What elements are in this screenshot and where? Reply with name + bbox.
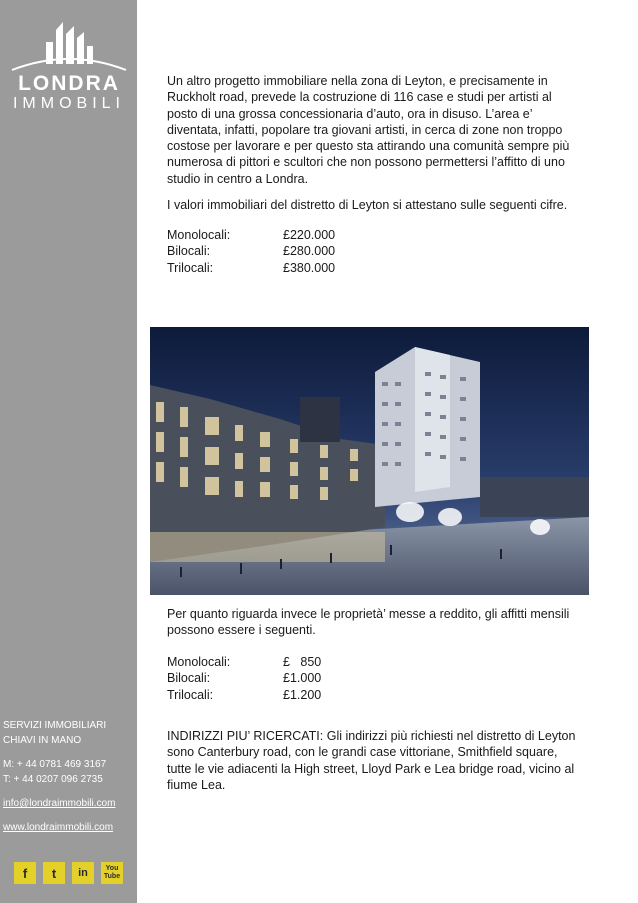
intro-line: costose per lavorare e per questo sta attirando una comunità sempre più <box>167 139 570 154</box>
intro-line: Ruckholt road, prevede la costruzione di 116 case e studi per artisti al <box>167 90 552 105</box>
youtube-icon[interactable]: You Tube <box>101 862 123 884</box>
price-type: Bilocali: <box>167 671 211 686</box>
addresses-line: fiume Lea. <box>167 777 226 792</box>
brand-line1: LONDRA <box>18 72 120 95</box>
addresses-line: tutte le vie adiacenti la High street, Lloyd Park e Lea bridge road, vicino al <box>167 761 575 776</box>
rent-prices-table <box>167 654 597 703</box>
rent-intro-line: possono essere i seguenti. <box>167 623 316 638</box>
addresses-line: INDIRIZZI PIU’ RICERCATI: Gli indirizzi più richiesti nel distretto di Leyton <box>167 729 576 743</box>
price-type: Bilocali: <box>167 244 211 259</box>
values-intro: I valori immobiliari del distretto di Leyton si attestano sulle seguenti cifre. <box>167 198 568 212</box>
price-row <box>167 243 597 259</box>
price-value: £220.000 <box>283 228 336 242</box>
addresses-paragraph <box>167 728 597 793</box>
sidebar <box>0 0 137 903</box>
tagline-2: CHIAVI IN MANO <box>3 735 82 746</box>
price-type: Trilocali: <box>167 260 214 275</box>
intro-paragraph <box>167 73 597 187</box>
price-value: £380.000 <box>283 260 336 275</box>
linkedin-icon[interactable]: in <box>72 862 94 884</box>
price-row <box>167 260 597 276</box>
addresses-line: sono Canterbury road, con le grandi case vittoriane, Smithfield square, <box>167 745 558 760</box>
skyline-logo-icon <box>8 20 130 80</box>
intro-line: diventata, infatti, popolare tra giovani artisti, in cerca di zone non troppo <box>167 122 563 137</box>
brand-logo <box>8 20 130 120</box>
email-link[interactable]: info@londraimmobili.com <box>3 798 116 809</box>
brand-line2: IMMOBILI <box>12 95 125 112</box>
building-photo <box>150 327 589 595</box>
intro-line: numerosa di pittori e scultori che non possono permettersi l’affitto di uno <box>167 155 565 170</box>
phone-tel: T: + 44 0207 096 2735 <box>3 774 103 785</box>
website-link[interactable]: www.londraimmobili.com <box>3 822 114 833</box>
price-row <box>167 687 597 703</box>
price-value: £ 850 <box>283 655 322 669</box>
intro-line: studio in centro a Londra. <box>167 171 309 186</box>
sale-prices-table <box>167 227 597 276</box>
price-value: £1.200 <box>283 687 322 702</box>
tagline-1: SERVIZI IMMOBILIARI <box>3 720 107 731</box>
rent-intro <box>167 606 597 639</box>
price-value: £1.000 <box>283 671 322 686</box>
intro-line: posto di una grossa concessionaria d’auto, ora in disuso. L’area e’ <box>167 106 533 121</box>
phone-mobile: M: + 44 0781 469 3167 <box>3 759 107 770</box>
price-type: Monolocali: <box>167 228 231 242</box>
price-row <box>167 654 597 670</box>
price-row <box>167 670 597 686</box>
rent-intro-line: Per quanto riguarda invece le proprietà’ messe a reddito, gli affitti mensili <box>167 607 570 621</box>
price-type: Trilocali: <box>167 687 214 702</box>
intro-line: Un altro progetto immobiliare nella zona di Leyton, e precisamente in <box>167 74 548 88</box>
facebook-icon[interactable]: f <box>14 862 36 884</box>
price-type: Monolocali: <box>167 655 231 669</box>
twitter-icon[interactable]: t <box>43 862 65 884</box>
price-value: £280.000 <box>283 244 336 259</box>
price-row <box>167 227 597 243</box>
